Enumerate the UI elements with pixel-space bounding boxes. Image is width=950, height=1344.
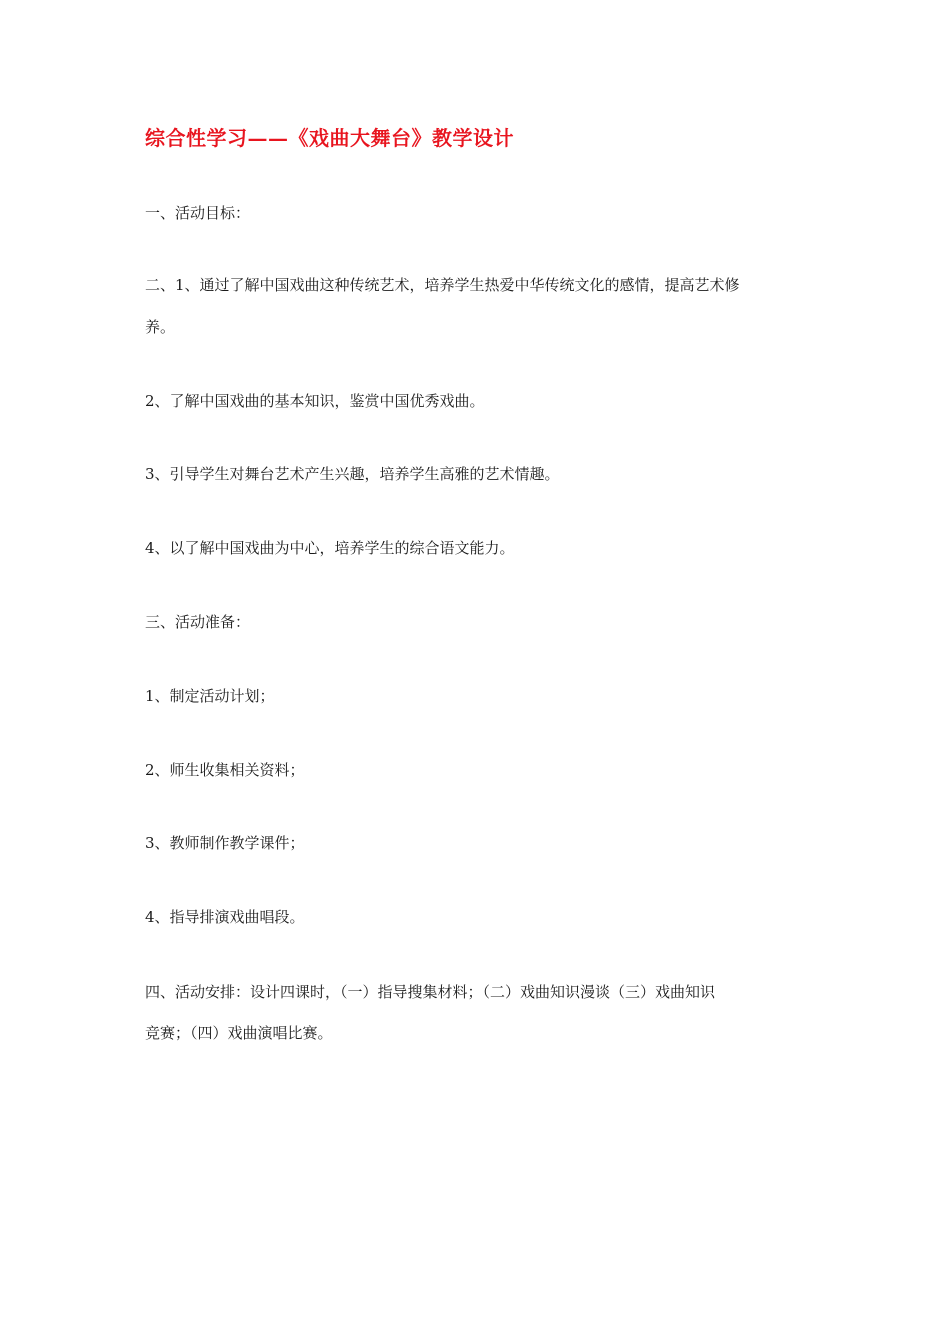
goal-item-4: 4、以了解中国戏曲为中心，培养学生的综合语文能力。 bbox=[145, 539, 515, 557]
prep-item-4: 4、指导排演戏曲唱段。 bbox=[145, 908, 305, 926]
goal-item-1-line2: 养。 bbox=[145, 318, 176, 336]
arrangement-line1: 四、活动安排：设计四课时，（一）指导搜集材料；（二）戏曲知识漫谈（三）戏曲知识 bbox=[145, 983, 716, 1001]
section-heading-preparation: 三、活动准备： bbox=[145, 613, 251, 631]
prep-item-2: 2、师生收集相关资料； bbox=[145, 761, 305, 779]
goal-item-2: 2、了解中国戏曲的基本知识，鉴赏中国优秀戏曲。 bbox=[145, 392, 485, 410]
goal-item-1-line1: 二、1、通过了解中国戏曲这种传统艺术，培养学生热爱中华传统文化的感情，提高艺术修 bbox=[145, 276, 740, 294]
section-heading-goals: 一、活动目标： bbox=[145, 204, 251, 222]
document-title: 综合性学习——《戏曲大舞台》教学设计 bbox=[145, 126, 514, 150]
arrangement-line2: 竞赛；（四）戏曲演唱比赛。 bbox=[145, 1024, 333, 1042]
goal-item-3: 3、引导学生对舞台艺术产生兴趣，培养学生高雅的艺术情趣。 bbox=[145, 465, 560, 483]
prep-item-1: 1、制定活动计划； bbox=[145, 687, 275, 705]
prep-item-3: 3、教师制作教学课件； bbox=[145, 834, 305, 852]
